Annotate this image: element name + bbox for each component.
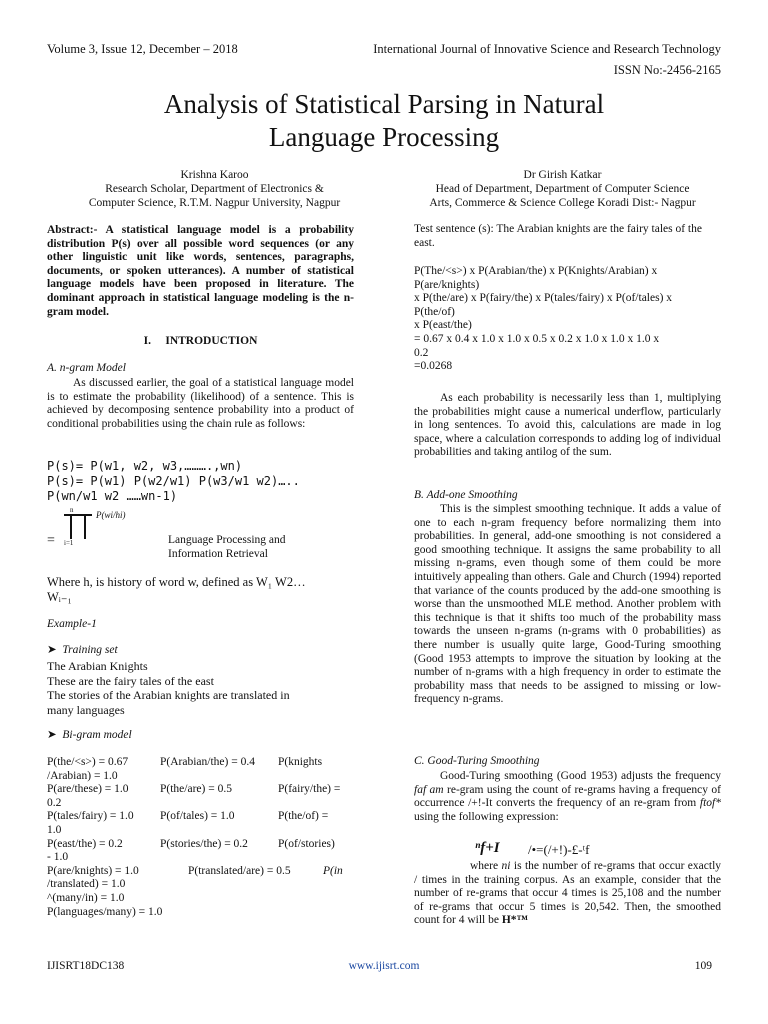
formula: P(s)= P(w1, w2, w3,……….,wn)	[47, 459, 243, 473]
calc-line: 0.2	[414, 346, 429, 359]
bigram-cell: - 1.0	[47, 851, 69, 864]
paragraph: This is the simplest smoothing technique. It adds a value of one to each n-gram frequency before normalizing them into probabilities. In general, add-one smoothing is not considered a good smoothing technique. It assigns the same probability to all missing n-grams, even though some of them could be more intuitively appealing than others. Gale and Church (1994) reported that variance of the counts produced by the add-one smoothing is worse than the unsmoothed MLE method. Another problem with this technique is that it shifts too much of the probability mass towards the unseen n-grams (n-grams with 0 probabilities) as there number is usually quite large, Good-Turing smoothing (Good 1953 attempts to improve the situation by looking at the number of n-grams with a high frequency in order to estimate the probability mass that needs to be assigned to missing or low-frequency n-grams.	[414, 503, 721, 706]
bigram-cell: P(of/stories)	[278, 837, 335, 850]
bigram-cell: P(the/are) = 0.5	[160, 783, 232, 796]
calc-line: P(the/of)	[414, 305, 455, 318]
bigram-cell: 1.0	[47, 823, 62, 836]
paragraph	[414, 770, 721, 824]
paragraph: As discussed earlier, the goal of a statistical language model is to estimate the probability (likelihood) of a sentence. This is achieved by decomposing sentence probability into a product of conditional probabilities using the chain rule as follows:	[47, 377, 354, 430]
journal-website-link[interactable]: www.ijisrt.com	[348, 960, 420, 972]
training-title: Training set	[62, 644, 118, 656]
bigram-row	[47, 824, 357, 838]
author-affiliation: Arts, Commerce & Science College Koradi Dist:- Nagpur	[429, 197, 696, 209]
figure-label-line: Information Retrieval	[168, 547, 268, 560]
training-heading	[47, 644, 118, 658]
probability-calculation	[414, 265, 724, 374]
section-title: INTRODUCTION	[165, 335, 258, 347]
text-run: H*™	[501, 914, 529, 927]
bigram-row	[47, 906, 357, 920]
bigram-row	[47, 797, 357, 811]
subsection-heading: A. n-gram Model	[47, 362, 126, 374]
calc-line: P(are/knights)	[414, 278, 480, 291]
author-name: Krishna Karoo	[180, 169, 249, 181]
bigram-cell: P(east/the) = 0.2	[47, 837, 123, 850]
product-symbol-leg	[70, 515, 72, 539]
product-upper-limit: n	[70, 506, 74, 514]
product-symbol-top	[64, 514, 92, 516]
arrow-bullet-icon: ➤	[47, 729, 57, 741]
bigram-cell: P(tales/fairy) = 1.0	[47, 810, 134, 823]
test-sentence: Test sentence (s): The Arabian knights are the fairy tales of the east.	[414, 223, 702, 249]
paper-id: IJISRT18DC138	[47, 960, 125, 972]
journal-volume: Volume 3, Issue 12, December – 2018	[47, 42, 238, 56]
bigram-cell: P(are/these) = 1.0	[47, 783, 129, 796]
formula: ⁿf+I	[475, 840, 500, 856]
formula: P(s)= P(w1) P(w2/w1) P(w3/w1 w2)…..	[47, 474, 300, 488]
calc-line: =0.0268	[414, 360, 453, 373]
text-run: using the following expression:	[414, 810, 559, 823]
paragraph: As each probability is necessarily less than 1, multiplying the probabilities might cause a numerical underflow, particularly in long sentences. To avoid this, calculations are made in log space, where a calculation corresponds to adding log of individual probabilities and taking antilog of the sum.	[414, 392, 721, 459]
bigram-row	[47, 892, 357, 906]
calc-line: x P(east/the)	[414, 319, 472, 332]
paper-title-line1: Analysis of Statistical Parsing in Natural	[163, 89, 605, 119]
text-run: ni	[501, 860, 511, 872]
journal-name: International Journal of Innovative Science and Research Technology	[373, 42, 721, 56]
bigram-row	[47, 756, 357, 770]
section-heading	[47, 335, 354, 347]
bigram-cell: P(translated/are) = 0.5	[188, 864, 291, 877]
bigram-row	[47, 770, 357, 784]
bigram-cell: 0.2	[47, 796, 62, 809]
bigram-cell: P(the/of) =	[278, 810, 329, 823]
text-run: re-gram using the count of re-grams having a frequency of occurrence /+!-It converts the frequency of an re-gram from	[414, 783, 721, 810]
formula: /•=(/+!)-£-ᵗf	[528, 842, 590, 857]
page-number: 109	[694, 960, 712, 972]
issn: ISSN No:-2456-2165	[613, 63, 721, 77]
bigram-cell: P(are/knights) = 1.0	[47, 864, 139, 877]
text-run: is the number of re-grams that occur exactly / times in the training corpus. As an example, consider that the number of re-grams that occur 4 times is 25,108 and the number of re-grams that occur 5 times is 20,542. Then, the smoothed count for 4 will be	[414, 860, 722, 927]
section-number: I.	[143, 335, 151, 347]
bigram-title: Bi-gram model	[62, 729, 132, 741]
example-label: Example-1	[47, 618, 97, 630]
subsection-heading: B. Add-one Smoothing	[414, 489, 518, 501]
history-definition	[47, 575, 306, 605]
bigram-cell: P(the/<s>) = 0.67	[47, 756, 129, 768]
text-run: ftof*	[699, 797, 721, 810]
bigram-cell: /translated) = 1.0	[47, 878, 126, 891]
arrow-bullet-icon: ➤	[47, 644, 57, 656]
bigram-row	[47, 878, 357, 892]
product-term: P(wi/hi)	[96, 510, 126, 520]
bigram-cell: P(languages/many) = 1.0	[47, 905, 163, 918]
formula: P(wn/w1 w2 ……wn-1)	[47, 489, 178, 503]
bigram-cell: P(Arabian/the) = 0.4	[160, 756, 255, 768]
text-run: faf am	[414, 783, 444, 796]
figure-label	[168, 534, 286, 561]
author-affiliation: Head of Department, Department of Computer Science	[435, 183, 690, 195]
training-line: These are the fairy tales of the east	[47, 673, 214, 688]
product-lower-limit: i=1	[64, 539, 74, 547]
bigram-row	[47, 810, 357, 824]
bigram-cell: /Arabian) = 1.0	[47, 769, 118, 782]
text-run: Good-Turing smoothing (Good 1953) adjusts the frequency	[440, 770, 721, 782]
bigram-cell: P(stories/the) = 0.2	[160, 837, 248, 850]
bigram-cell: P(fairy/the) =	[278, 783, 341, 796]
author-left	[47, 168, 382, 210]
training-set	[47, 659, 290, 717]
bigram-cell: P(of/tales) = 1.0	[160, 810, 235, 823]
author-name: Dr Girish Katkar	[523, 169, 602, 181]
abstract: Abstract:- A statistical language model is a probability distribution P(s) over all possible word sequences (or any other linguistic unit like words, sentences, paragraphs, documents, or spoken utterances). A number of statistical language models have been proposed in literature. The dominant approach in statistical language modeling is the n-gram model.	[47, 224, 354, 318]
text-run: where	[470, 860, 502, 872]
calc-line: P(The/<s>) x P(Arabian/the) x P(Knights/Arabian) x	[414, 265, 658, 277]
product-symbol-leg	[84, 515, 86, 539]
figure-label-line: Language Processing and	[168, 534, 286, 546]
history-line: Where h, is history of word w, defined as W₁ W2…	[47, 575, 306, 589]
product-formula	[64, 506, 164, 550]
author-affiliation: Computer Science, R.T.M. Nagpur University, Nagpur	[88, 197, 341, 209]
paragraph	[414, 860, 721, 928]
bigram-cell: P(knights	[278, 756, 323, 768]
bigram-row	[47, 783, 357, 797]
bigram-cell: ^(many/in) = 1.0	[47, 891, 125, 904]
bigram-table	[47, 756, 357, 919]
calc-line: = 0.67 x 0.4 x 1.0 x 1.0 x 0.5 x 0.2 x 1.0 x 1.0 x 1.0 x	[414, 332, 660, 345]
bigram-row	[47, 865, 357, 879]
bigram-row	[47, 838, 357, 852]
bigram-row	[47, 851, 357, 865]
history-line: Wᵢ₋₁	[47, 590, 72, 604]
author-affiliation: Research Scholar, Department of Electronics &	[105, 183, 324, 195]
equals-sign: =	[47, 533, 55, 548]
author-right	[400, 168, 725, 210]
training-line: The Arabian Knights	[47, 659, 148, 673]
bigram-heading	[47, 729, 132, 743]
training-line: many languages	[47, 702, 125, 717]
subsection-heading: C. Good-Turing Smoothing	[414, 755, 540, 767]
bigram-cell: P(in	[323, 864, 343, 877]
paper-title-line2: Language Processing	[268, 122, 500, 152]
calc-line: x P(the/are) x P(fairy/the) x P(tales/fairy) x P(of/tales) x	[414, 292, 673, 305]
training-line: The stories of the Arabian knights are translated in	[47, 688, 290, 702]
